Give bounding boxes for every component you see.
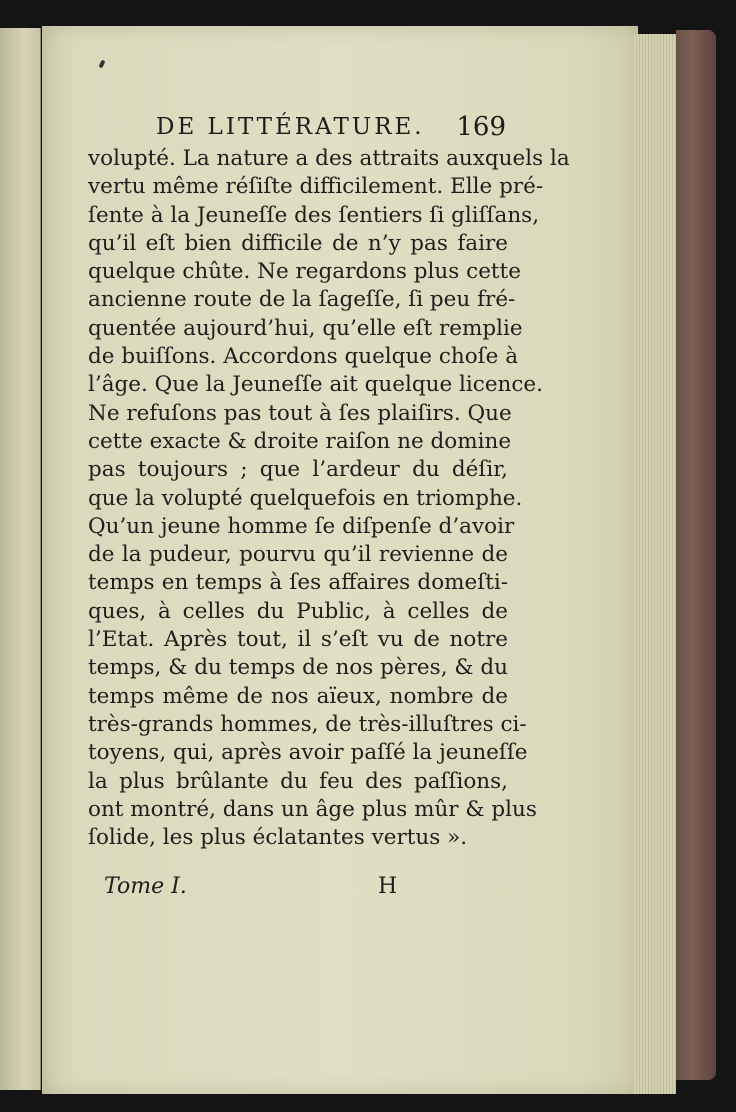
running-header xyxy=(156,114,506,144)
page-number: 169 xyxy=(456,112,506,142)
text-line: vertu même réſiſte difficilement. Elle pré- xyxy=(88,174,544,200)
text-line: toyens, qui, après avoir paſſé la jeuneſſe xyxy=(88,740,528,766)
text-line: ont montré, dans un âge plus mûr & plus xyxy=(88,796,537,822)
body-text xyxy=(88,145,570,852)
volume-label: Tome I. xyxy=(104,874,187,899)
text-line: de buiſſons. Accordons quelque choſe à xyxy=(88,344,519,370)
text-line: quelque chûte. Ne regardons plus cette xyxy=(88,259,521,285)
text-line: qu’il eſt bien difficile de n’y pas faire xyxy=(88,230,508,256)
page-block-edges xyxy=(634,34,676,1094)
text-line: très-grands hommes, de très-illuſtres ci- xyxy=(88,711,527,737)
text-line: temps, & du temps de nos pères, & du xyxy=(88,655,508,681)
text-line: la plus brûlante du feu des paſſions, xyxy=(88,768,508,794)
text-line: ſolide, les plus éclatantes vertus ». xyxy=(88,825,468,851)
text-line: que la volupté quelquefois en triomphe. xyxy=(88,485,523,511)
text-line: ſente à la Jeuneſſe des ſentiers ſi gliſſans, xyxy=(88,202,540,228)
page-footer xyxy=(104,874,404,904)
facing-page-edge xyxy=(0,28,41,1090)
book-cover-edge xyxy=(676,30,716,1080)
running-title: DE LITTÉRATURE. xyxy=(156,114,425,140)
text-line: l’Etat. Après tout, il s’eſt vu de notre xyxy=(88,627,508,653)
signature-mark: H xyxy=(378,874,398,899)
text-line: ques, à celles du Public, à celles de xyxy=(88,598,508,624)
text-line: temps en temps à ſes affaires domeſti- xyxy=(88,570,508,596)
text-line: Ne refuſons pas tout à ſes plaiſirs. Que xyxy=(88,400,512,426)
text-line: Qu’un jeune homme ſe diſpenſe d’avoir xyxy=(88,513,515,539)
text-line: de la pudeur, pourvu qu’il revienne de xyxy=(88,542,508,568)
text-line: temps même de nos aïeux, nombre de xyxy=(88,683,508,709)
text-line: quentée aujourd’hui, qu’elle eſt remplie xyxy=(88,315,523,341)
text-line: l’âge. Que la Jeuneſſe ait quelque licence. xyxy=(88,372,543,398)
text-line: volupté. La nature a des attraits auxquels la xyxy=(88,146,570,171)
text-line: ancienne route de la ſageſſe, ſi peu fré- xyxy=(88,287,516,313)
text-line: pas toujours ; que l’ardeur du déſir, xyxy=(88,457,508,483)
text-line: cette exacte & droite raiſon ne domine xyxy=(88,428,512,454)
